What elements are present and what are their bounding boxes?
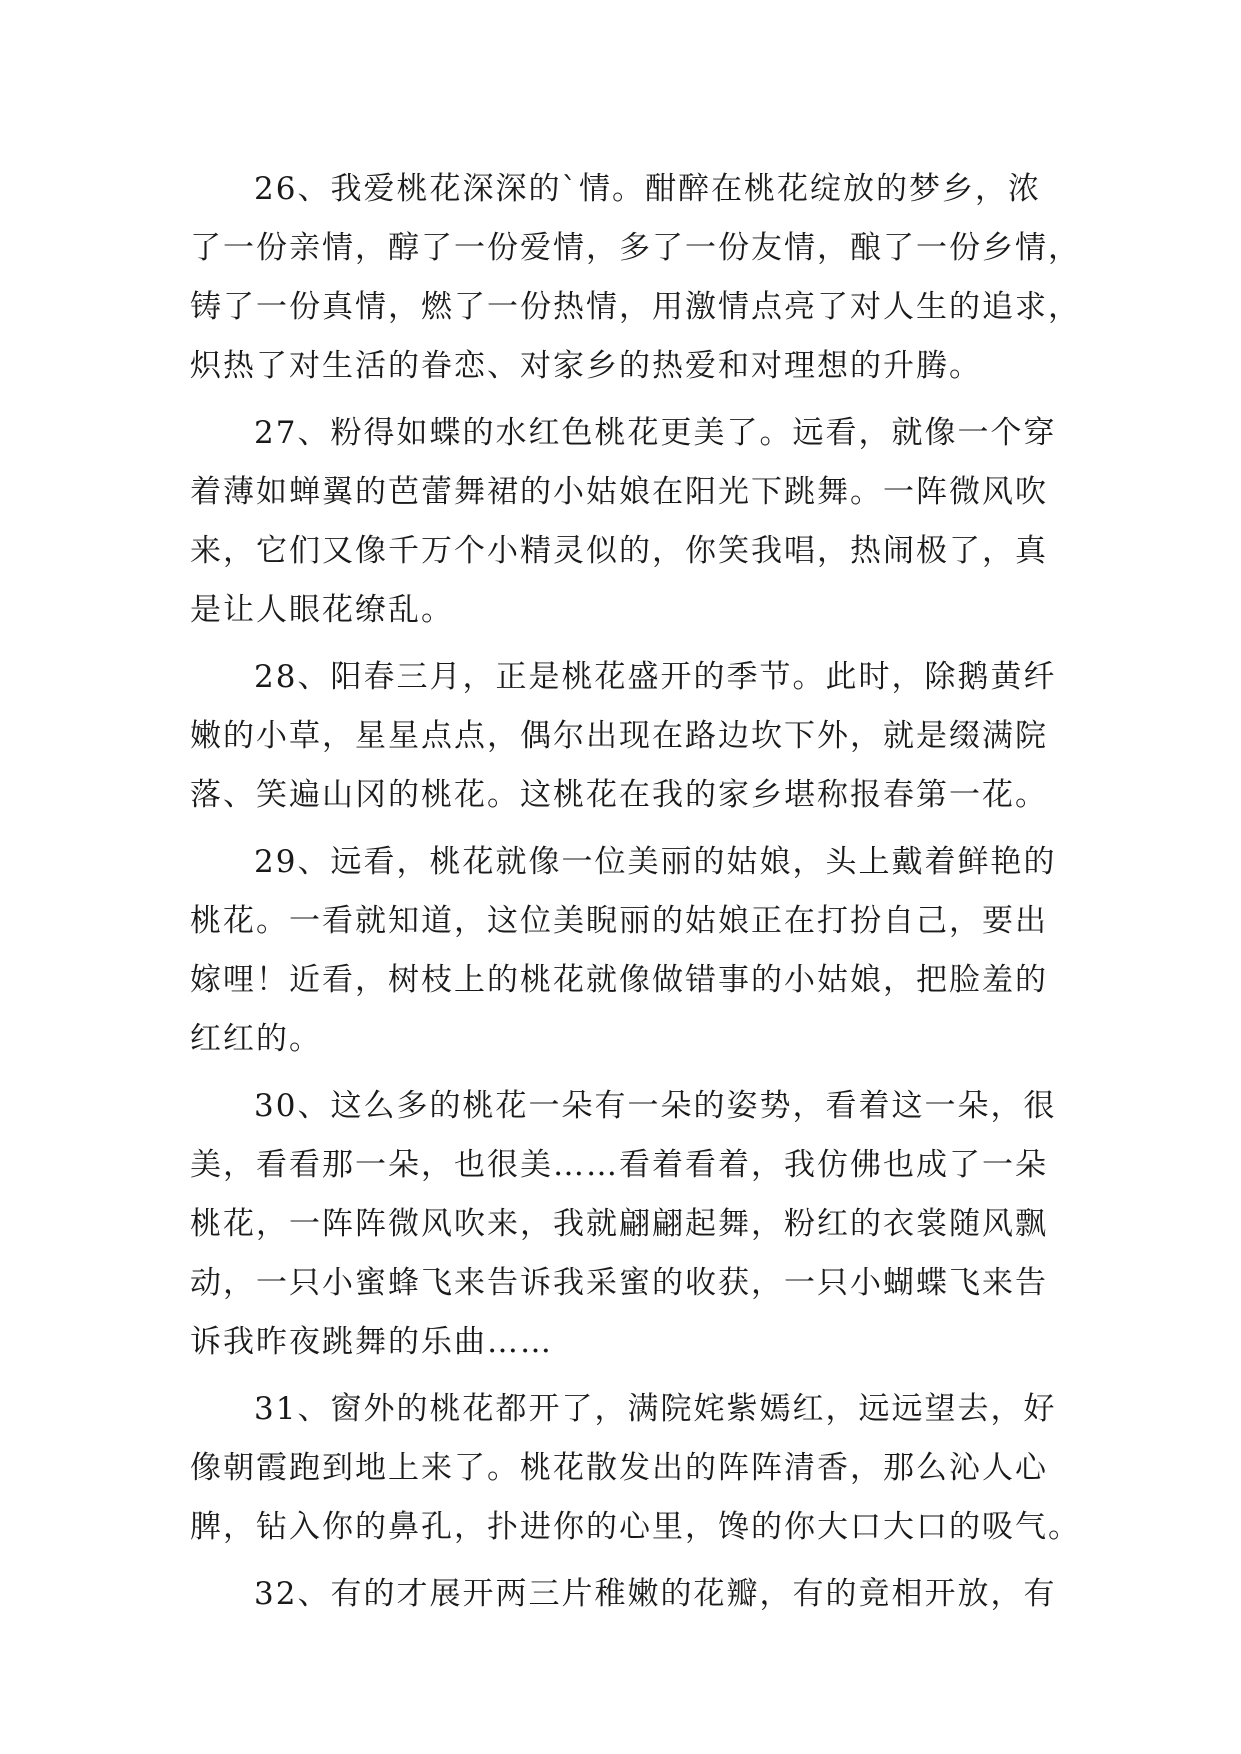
- paragraph-line: 了一份亲情，醇了一份爱情，多了一份友情，酿了一份乡情，: [190, 230, 1081, 266]
- paragraph-27: [190, 404, 1060, 640]
- paragraph-line: 铸了一份真情，燃了一份热情，用激情点亮了对人生的追求，: [190, 289, 1081, 325]
- paragraph-28: [190, 648, 1060, 825]
- paragraph-line: 27、粉得如蝶的水红色桃花更美了。远看，就像一个穿: [254, 415, 1057, 451]
- paragraph-line: 来，它们又像千万个小精灵似的，你笑我唱，热闹极了，真: [190, 533, 1048, 569]
- paragraph-line: 26、我爱桃花深深的`情。酣醉在桃花绽放的梦乡，浓: [254, 171, 1041, 207]
- document-body: [190, 160, 1081, 1632]
- paragraph-line: 嫩的小草，星星点点，偶尔出现在路边坎下外，就是缀满院: [190, 718, 1048, 754]
- paragraph-30: [190, 1077, 1060, 1372]
- paragraph-line: 是让人眼花缭乱。: [190, 592, 454, 628]
- paragraph-31: [190, 1380, 1081, 1557]
- paragraph-line: 着薄如蝉翼的芭蕾舞裙的小姑娘在阳光下跳舞。一阵微风吹: [190, 474, 1048, 510]
- paragraph-line: 32、有的才展开两三片稚嫩的花瓣，有的竟相开放，有: [254, 1576, 1057, 1612]
- paragraph-line: 桃花，一阵阵微风吹来，我就翩翩起舞，粉红的衣裳随风飘: [190, 1206, 1048, 1242]
- paragraph-line: 诉我昨夜跳舞的乐曲……: [190, 1324, 553, 1360]
- paragraph-line: 嫁哩！近看，树枝上的桃花就像做错事的小姑娘，把脸羞的: [190, 962, 1048, 998]
- paragraph-line: 美，看看那一朵，也很美……看着看着，我仿佛也成了一朵: [190, 1147, 1048, 1183]
- paragraph-line: 30、这么多的桃花一朵有一朵的姿势，看着这一朵，很: [254, 1088, 1057, 1124]
- paragraph-29: [190, 833, 1060, 1069]
- paragraph-line: 29、远看，桃花就像一位美丽的姑娘，头上戴着鲜艳的: [254, 844, 1057, 880]
- paragraph-line: 落、笑遍山冈的桃花。这桃花在我的家乡堪称报春第一花。: [190, 777, 1048, 813]
- paragraph-line: 桃花。一看就知道，这位美睨丽的姑娘正在打扮自己，要出: [190, 903, 1048, 939]
- paragraph-32: [190, 1565, 1060, 1624]
- paragraph-line: 像朝霞跑到地上来了。桃花散发出的阵阵清香，那么沁人心: [190, 1450, 1048, 1486]
- paragraph-26: [190, 160, 1081, 396]
- paragraph-line: 动，一只小蜜蜂飞来告诉我采蜜的收获，一只小蝴蝶飞来告: [190, 1265, 1048, 1301]
- paragraph-line: 31、窗外的桃花都开了，满院姹紫嫣红，远远望去，好: [254, 1391, 1057, 1427]
- paragraph-line: 红红的。: [190, 1021, 322, 1057]
- paragraph-line: 28、阳春三月，正是桃花盛开的季节。此时，除鹅黄纤: [254, 659, 1057, 695]
- paragraph-line: 炽热了对生活的眷恋、对家乡的热爱和对理想的升腾。: [190, 348, 982, 384]
- paragraph-line: 脾，钻入你的鼻孔，扑进你的心里，馋的你大口大口的吸气。: [190, 1509, 1081, 1545]
